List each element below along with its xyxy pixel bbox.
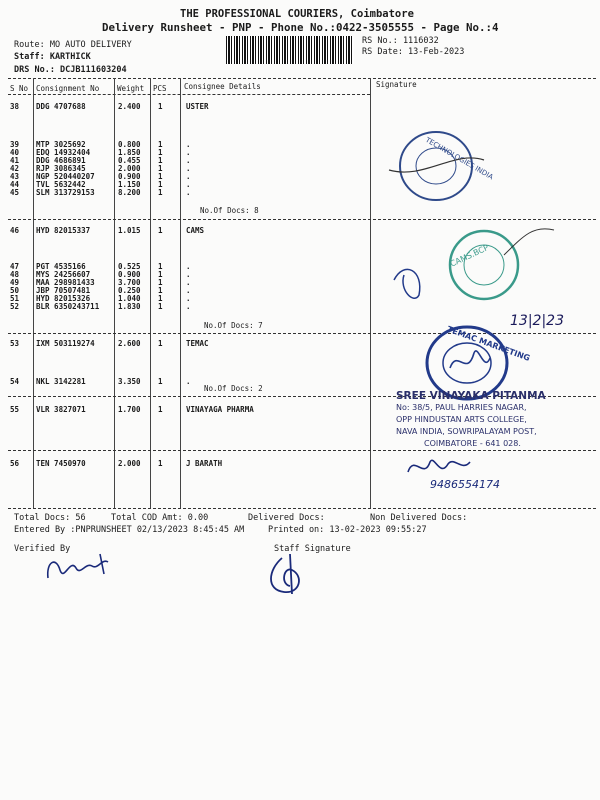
row-weight: 2.000 [118,164,141,173]
row-sno: 56 [10,459,20,468]
row-weight: 1.830 [118,302,141,311]
row-pcs: 1 [158,140,163,149]
runsheet-title: Delivery Runsheet - PNP - Phone No.:0422-3505555 - Page No.:4 [102,21,499,34]
row-weight: 2.400 [118,102,141,111]
row-sno: 54 [10,377,20,386]
row-weight: 3.350 [118,377,141,386]
row-consignee: . [186,188,191,197]
staff-signature [262,550,322,600]
row-sno: 42 [10,164,20,173]
rs-date: RS Date: 13-Feb-2023 [362,47,465,57]
group-count-temac: No.Of Docs: 2 [204,384,263,393]
row-consignee: . [186,302,191,311]
row-consignee: . [186,148,191,157]
row-weight: 2.600 [118,339,141,348]
row-consignment: NKL 3142281 [36,377,86,386]
row-consignee: TEMAC [186,339,209,348]
handwritten-date: 13|2|23 [510,313,564,329]
row-consignee: . [186,156,191,165]
row-consignment: TVL 5632442 [36,180,86,189]
row-consignment: MAA 298981433 [36,278,95,287]
row-consignee: . [186,377,191,386]
row-pcs: 1 [158,262,163,271]
row-consignee: . [186,294,191,303]
row-sno: 51 [10,294,20,303]
row-consignee: . [186,180,191,189]
row-weight: 1.150 [118,180,141,189]
svg-text:CAMS.BCP: CAMS.BCP [448,242,491,269]
row-pcs: 1 [158,459,163,468]
row-consignment: EDQ 14932404 [36,148,91,157]
row-consignment: RJP 3086345 [36,164,86,173]
row-weight: 0.525 [118,262,141,271]
row-sno: 45 [10,188,20,197]
row-consignee: . [186,140,191,149]
row-consignee: J BARATH [186,459,223,468]
row-weight: 0.900 [118,172,141,181]
row-weight: 2.000 [118,459,141,468]
row-sno: 49 [10,278,20,287]
row-sno: 39 [10,140,20,149]
row-consignment: MTP 3025692 [36,140,86,149]
row-pcs: 1 [158,148,163,157]
total-docs: Total Docs: 56 [14,513,86,523]
drs-label: DRS No.: DCJB111603204 [14,65,127,75]
row-sno: 40 [10,148,20,157]
col-pcs: PCS [153,84,167,93]
row-consignment: NGP 520440207 [36,172,95,181]
row-pcs: 1 [158,286,163,295]
row-sno: 46 [10,226,20,235]
row-pcs: 1 [158,339,163,348]
verified-by-label: Verified By [14,544,71,554]
row-weight: 1.850 [118,148,141,157]
row-consignment: DDG 4686891 [36,156,86,165]
row-sno: 44 [10,180,20,189]
row-pcs: 1 [158,156,163,165]
staff-signature-label: Staff Signature [274,544,351,554]
row-pcs: 1 [158,188,163,197]
col-consignee: Consignee Details [184,82,261,91]
cams-stamp [384,215,564,335]
row-pcs: 1 [158,302,163,311]
row-consignment: VLR 3827071 [36,405,86,414]
group-count-uster: No.Of Docs: 8 [200,206,259,215]
row-pcs: 1 [158,278,163,287]
technologies-stamp [384,120,494,210]
row-consignment: BLR 6350243711 [36,302,100,311]
row-consignment: MYS 24256607 [36,270,91,279]
row-consignment: TEN 7450970 [36,459,86,468]
row-sno: 38 [10,102,20,111]
col-consignment: Consignment No [36,84,100,93]
row-consignee: . [186,278,191,287]
row-consignment: HYD 82015337 [36,226,91,235]
row-pcs: 1 [158,102,163,111]
row-consignee: . [186,270,191,279]
non-delivered-docs: Non Delivered Docs: [370,513,468,523]
col-signature: Signature [376,80,417,89]
col-weight: Weight [117,84,145,93]
row-sno: 50 [10,286,20,295]
group-count-cams: No.Of Docs: 7 [204,321,263,330]
row-consignee: . [186,262,191,271]
barcode [226,36,354,64]
row-pcs: 1 [158,164,163,173]
row-pcs: 1 [158,270,163,279]
route-label: Route: MO AUTO DELIVERY [14,40,132,50]
row-consignment: JBP 70507481 [36,286,91,295]
row-sno: 55 [10,405,20,414]
row-consignment: SLM 313729153 [36,188,95,197]
row-pcs: 1 [158,377,163,386]
row-consignee: . [186,286,191,295]
sree-vinayaka-stamp: SREE VINAYAKA PITANMA No: 38/5, PAUL HARRIES NAGAR, OPP HINDUSTAN ARTS COLLEGE, NAVA INDIA, SOWRIPALAYAM POST, COIMBATORE - 641 028. [396,390,546,448]
staff-label: Staff: KARTHICK [14,52,91,62]
row-weight: 1.700 [118,405,141,414]
signature-sree [404,452,474,482]
row-pcs: 1 [158,294,163,303]
company-title: THE PROFESSIONAL COURIERS, Coimbatore [180,8,414,20]
svg-text:TECHNOLOGIES INDIA: TECHNOLOGIES INDIA [423,135,495,182]
row-pcs: 1 [158,226,163,235]
row-weight: 0.900 [118,270,141,279]
row-sno: 52 [10,302,20,311]
row-weight: 0.800 [118,140,141,149]
row-consignee: . [186,172,191,181]
row-consignee: VINAYAGA PHARMA [186,405,254,414]
row-sno: 47 [10,262,20,271]
row-weight: 1.040 [118,294,141,303]
col-sno: S No [10,84,29,93]
row-consignment: DDG 4707688 [36,102,86,111]
row-consignment: PGT 4535166 [36,262,86,271]
row-sno: 43 [10,172,20,181]
row-consignment: HYD 82015326 [36,294,91,303]
row-weight: 0.250 [118,286,141,295]
row-weight: 8.200 [118,188,141,197]
row-consignee: CAMS [186,226,205,235]
row-pcs: 1 [158,180,163,189]
svg-text:TEMAC MARKETING: TEMAC MARKETING [445,324,532,363]
handwritten-phone: 9486554174 [430,478,500,491]
total-cod: Total COD Amt: 0.00 [111,513,209,523]
row-consignee: . [186,164,191,173]
row-sno: 48 [10,270,20,279]
row-weight: 3.700 [118,278,141,287]
delivered-docs: Delivered Docs: [248,513,325,523]
row-consignee: USTER [186,102,209,111]
row-sno: 41 [10,156,20,165]
printed-on: Printed on: 13-02-2023 09:55:27 [268,525,427,535]
entered-by: Entered By :PNPRUNSHEET 02/13/2023 8:45:45 AM [14,525,245,535]
row-pcs: 1 [158,405,163,414]
row-weight: 0.455 [118,156,141,165]
row-sno: 53 [10,339,20,348]
verified-signature [42,548,132,584]
rs-number: RS No.: 1116032 [362,36,439,46]
row-weight: 1.015 [118,226,141,235]
row-pcs: 1 [158,172,163,181]
row-consignment: IXM 503119274 [36,339,95,348]
